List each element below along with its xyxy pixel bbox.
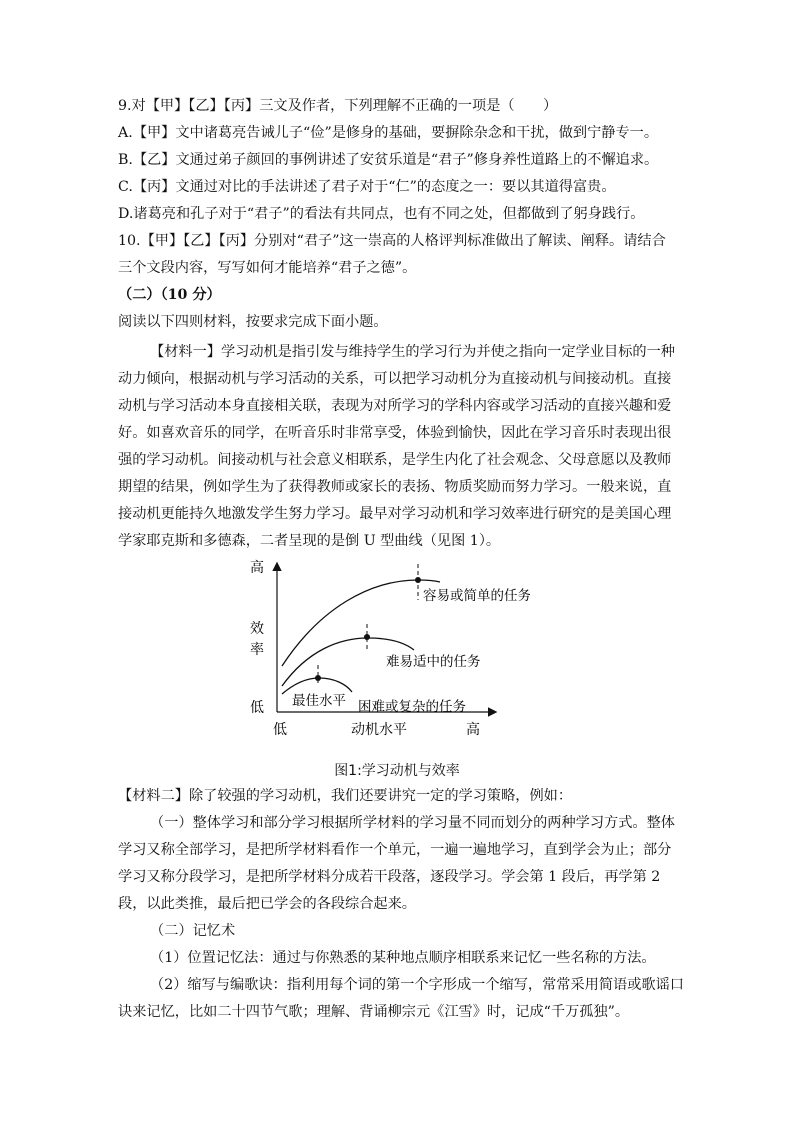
material1-line: 【材料一】学习动机是指引发与维持学生的学习行为并使之指向一定学业目标的一种 <box>150 344 675 360</box>
curve-medium-label: 难易适中的任务 <box>386 654 481 670</box>
material2-part1-line: （一）整体学习和部分学习根据所学材料的学习量不同而划分的两种学习方式。整体 <box>150 815 675 831</box>
y-low-label: 低 <box>250 700 264 716</box>
material1-line: 学家耶克斯和多德森，二者呈现的是倒 U 型曲线（见图 1）。 <box>118 533 501 549</box>
q9-option-d: D.诸葛亮和孔子对于“君子”的看法有共同点，也有不同之处，但都做到了躬身践行。 <box>118 206 645 222</box>
y-axis-label: 效 <box>250 621 264 637</box>
x-axis-label: 动机水平 <box>351 722 407 738</box>
material1-line: 期望的结果，例如学生为了获得教师或家长的表扬、物质奖励而努力学习。一般来说，直 <box>118 479 672 495</box>
curve-easy-label: 容易或简单的任务 <box>423 588 530 604</box>
material2-part2-title: （二）记忆术 <box>150 923 236 939</box>
q9-stem: 9.对【甲】【乙】【丙】三文及作者，下列理解不正确的一项是（ ） <box>118 98 558 114</box>
q9-option-a: A.【甲】文中诸葛亮告诫儿子“俭”是修身的基础，要摒除杂念和干扰，做到宁静专一。 <box>118 125 659 141</box>
material1-line: 好。如喜欢音乐的同学，在听音乐时非常享受，体验到愉快，因此在学习音乐时表现出很 <box>118 425 672 441</box>
q10-line-2: 三个文段内容，写写如何才能培养“君子之德”。 <box>118 260 417 276</box>
material2-intro: 【材料二】除了较强的学习动机，我们还要讲究一定的学习策略，例如： <box>118 788 573 804</box>
figure-caption: 图1:学习动机与效率 <box>334 763 460 779</box>
material1-line: 动力倾向，根据动机与学习活动的关系，可以把学习动机分为直接动机与间接动机。直接 <box>118 371 672 387</box>
curve-hard-label: 困难或复杂的任务 <box>358 699 466 715</box>
figure-svg <box>240 558 530 748</box>
section-intro: 阅读以下四则材料，按要求完成下面小题。 <box>118 314 388 330</box>
section-heading: （二）（10 分） <box>118 287 221 303</box>
y-axis-label: 率 <box>250 642 264 658</box>
material2-part1-line: 学习又称分段学习，是把所学材料分成若干段落，逐段学习。学会第 1 段后，再学第 2 <box>118 869 661 885</box>
material2-item-2-line-2: 诀来记忆，比如二十四节气歌；理解、背诵柳宗元《江雪》时，记成“千万孤独”。 <box>118 1004 630 1020</box>
q9-option-c: C.【丙】文通过对比的手法讲述了君子对于“仁”的态度之一：要以其道得富贵。 <box>118 179 616 195</box>
material1-line: 接动机更能持久地激发学生努力学习。最早对学习动机和学习效率进行研究的是美国心理 <box>118 506 672 522</box>
x-high-label: 高 <box>466 722 480 738</box>
x-low-label: 低 <box>273 722 287 738</box>
material1-line: 动机与学习活动本身直接相关联，表现为对所学习的学科内容或学习活动的直接兴趣和爱 <box>118 398 672 414</box>
q10-line-1: 10.【甲】【乙】【丙】分别对“君子”这一崇高的人格评判标准做出了解读、阐释。请结合 <box>118 233 666 249</box>
material2-part1-line: 段，以此类推，最后把已学会的各段综合起来。 <box>118 896 416 912</box>
material1-line: 强的学习动机。间接动机与社会意义相联系，是学生内化了社会观念、父母意愿以及教师 <box>118 452 672 468</box>
optimal-level-label: 最佳水平 <box>292 693 346 709</box>
yerkes-dodson-figure <box>240 558 530 748</box>
q9-option-b: B.【乙】文通过弟子颜回的事例讲述了安贫乐道是“君子”修身养性道路上的不懈追求。 <box>118 152 659 168</box>
material2-item-2-line-1: （2）缩写与编歌诀：指利用每个词的第一个字形成一个缩写，常常采用简语或歌谣口 <box>150 977 684 993</box>
y-high-label: 高 <box>250 560 264 576</box>
material2-item-1: （1）位置记忆法：通过与你熟悉的某种地点顺序相联系来记忆一些名称的方法。 <box>150 950 656 966</box>
material2-part1-line: 学习又称全部学习，是把所学材料看作一个单元，一遍一遍地学习，直到学会为止；部分 <box>118 842 672 858</box>
